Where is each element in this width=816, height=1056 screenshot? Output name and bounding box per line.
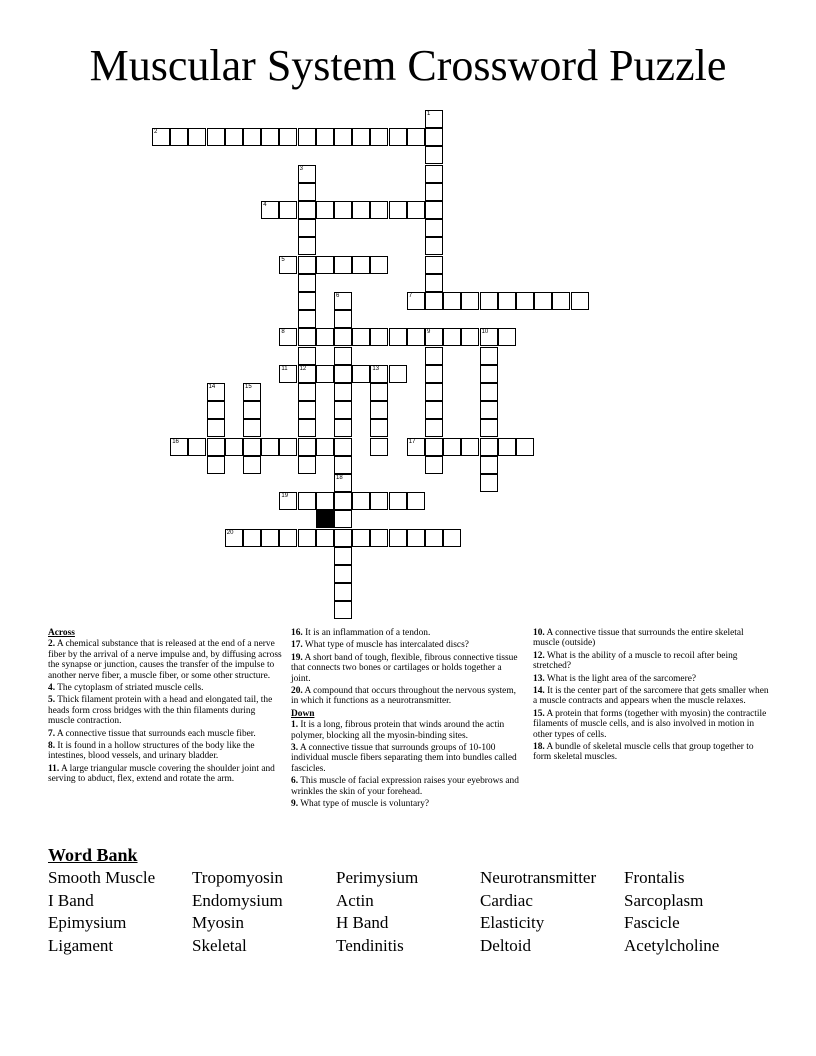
grid-cell[interactable] <box>243 456 261 474</box>
grid-cell[interactable] <box>352 256 370 274</box>
grid-cell[interactable] <box>261 128 279 146</box>
grid-cell[interactable] <box>480 419 498 437</box>
grid-cell[interactable] <box>334 365 352 383</box>
word-bank-item: Skeletal <box>192 936 247 956</box>
word-bank-item: Actin <box>336 890 374 910</box>
grid-cell[interactable] <box>207 438 225 456</box>
clue-text: A compound that occurs throughout the nervous system, in which it functions as a neurotransmitter. <box>291 686 516 707</box>
clue-item <box>291 743 523 774</box>
clue-text: A connective tissue that surrounds each muscle fiber. <box>55 728 256 739</box>
grid-cell[interactable] <box>352 328 370 346</box>
clue-number-label: 20. <box>291 686 303 697</box>
word-bank-item: Endomysium <box>192 890 283 910</box>
grid-cell[interactable] <box>407 128 425 146</box>
grid-cell[interactable] <box>370 328 388 346</box>
clue-item <box>48 639 284 681</box>
word-bank-item: Neurotransmitter <box>480 868 597 887</box>
grid-cell[interactable] <box>188 128 206 146</box>
grid-cell[interactable] <box>334 529 352 547</box>
grid-cell[interactable] <box>425 256 443 274</box>
grid-cell[interactable] <box>407 438 425 456</box>
grid-cell[interactable] <box>279 256 297 274</box>
clue-number-label: 1. <box>291 720 299 731</box>
grid-cell[interactable] <box>334 310 352 328</box>
clue-number-label: 9. <box>291 799 299 810</box>
clue-item <box>291 653 523 684</box>
clue-text: It is an inflammation of a tendon. <box>302 628 431 638</box>
grid-cell[interactable] <box>370 438 388 456</box>
grid-cell[interactable] <box>352 201 370 219</box>
grid-cell[interactable] <box>425 456 443 474</box>
clue-item <box>48 741 284 762</box>
grid-cell[interactable] <box>316 128 334 146</box>
grid-cell[interactable] <box>152 128 170 146</box>
clue-number-label: 12. <box>533 650 545 661</box>
clue-number-label: 15. <box>533 708 545 719</box>
grid-cell[interactable] <box>425 128 443 146</box>
grid-cell[interactable] <box>316 328 334 346</box>
word-bank <box>48 867 788 958</box>
grid-cell[interactable] <box>443 529 461 547</box>
grid-cell[interactable] <box>261 201 279 219</box>
grid-cell[interactable] <box>298 310 316 328</box>
clue-text: A bundle of skeletal muscle cells that group together to form skeletal muscles. <box>533 742 754 763</box>
grid-cell[interactable] <box>552 292 570 310</box>
grid-cell[interactable] <box>243 128 261 146</box>
grid-cell[interactable] <box>425 274 443 292</box>
clue-number: 11 <box>281 365 288 372</box>
clue-number: 6 <box>336 293 340 299</box>
clue-item <box>291 799 523 809</box>
grid-cell[interactable] <box>352 529 370 547</box>
clue-number-label: 6. <box>291 776 299 787</box>
grid-cell[interactable] <box>516 292 534 310</box>
word-bank-item: Perimysium <box>336 868 419 887</box>
grid-cell[interactable] <box>298 201 316 219</box>
grid-cell[interactable] <box>225 128 243 146</box>
grid-cell[interactable] <box>389 201 407 219</box>
clue-text: What type of muscle has intercalated discs? <box>302 640 469 651</box>
grid-cell[interactable] <box>334 601 352 619</box>
word-bank-item: Smooth Muscle <box>48 868 156 887</box>
grid-cell[interactable] <box>207 401 225 419</box>
clue-text: What type of muscle is voluntary? <box>298 799 430 810</box>
clue-number-label: 14. <box>533 686 545 697</box>
grid-cell[interactable] <box>480 438 498 456</box>
grid-cell[interactable] <box>498 438 516 456</box>
grid-cell[interactable] <box>243 401 261 419</box>
grid-cell[interactable] <box>207 128 225 146</box>
grid-cell[interactable] <box>370 128 388 146</box>
grid-cell[interactable] <box>480 292 498 310</box>
grid-cell[interactable] <box>298 529 316 547</box>
grid-cell[interactable] <box>516 438 534 456</box>
across-header: Across <box>48 628 75 638</box>
grid-cell[interactable] <box>334 328 352 346</box>
clue-number: 1 <box>427 111 431 117</box>
clue-number: 20 <box>226 529 234 536</box>
clue-text: A connective tissue that surrounds the entire skeletal muscle (outside) <box>533 628 744 649</box>
clue-number-label: 2. <box>48 639 56 650</box>
grid-cell[interactable] <box>480 474 498 492</box>
clues-column-3 <box>533 628 769 765</box>
grid-cell[interactable] <box>334 583 352 601</box>
grid-cell[interactable] <box>298 438 316 456</box>
grid-cell[interactable] <box>279 328 297 346</box>
grid-cell[interactable] <box>279 529 297 547</box>
grid-cell[interactable] <box>480 383 498 401</box>
word-bank-item: Tendinitis <box>336 936 404 956</box>
grid-cell[interactable] <box>316 492 334 510</box>
clue-text: The cytoplasm of striated muscle cells. <box>55 683 204 694</box>
clue-number-label: 7. <box>48 728 56 739</box>
grid-cell[interactable] <box>316 438 334 456</box>
grid-cell[interactable] <box>498 328 516 346</box>
clue-item <box>291 720 523 741</box>
grid-cell[interactable] <box>480 401 498 419</box>
clue-text: This muscle of facial expression raises your eyebrows and wrinkles the skin of your forehead. <box>291 776 519 797</box>
grid-cell[interactable] <box>316 256 334 274</box>
grid-cell[interactable] <box>298 183 316 201</box>
grid-cell[interactable] <box>279 438 297 456</box>
word-bank-item: H Band <box>336 913 389 933</box>
grid-cell[interactable] <box>425 183 443 201</box>
clue-number: 10 <box>481 329 489 336</box>
clue-number-label: 13. <box>533 673 545 684</box>
clue-text: It is a long, fibrous protein that winds around the actin polymer, blocking all the myosin-binding sites. <box>291 720 505 741</box>
grid-cell[interactable] <box>334 438 352 456</box>
grid-cell[interactable] <box>334 565 352 583</box>
grid-cell[interactable] <box>425 529 443 547</box>
page-title: Muscular System Crossword Puzzle <box>89 41 727 90</box>
clue-item <box>48 695 284 726</box>
grid-cell[interactable] <box>298 165 316 183</box>
clue-number-label: 17. <box>291 640 303 651</box>
word-bank-item: I Band <box>48 890 94 910</box>
grid-cell[interactable] <box>480 347 498 365</box>
clue-number: 19 <box>281 493 289 500</box>
clue-number-label: 11. <box>48 763 60 774</box>
grid-cell[interactable] <box>407 201 425 219</box>
clue-text: Thick filament protein with a head and elongated tail, the heads form cross bridges with the thin filaments during muscle contraction. <box>48 695 273 727</box>
grid-cell[interactable] <box>298 292 316 310</box>
clue-number: 15 <box>245 384 252 390</box>
clue-item <box>291 686 523 707</box>
grid-cell[interactable] <box>334 383 352 401</box>
word-bank-item: Ligament <box>48 936 114 956</box>
word-bank-item: Sarcoplasm <box>624 890 704 910</box>
grid-cell[interactable] <box>225 438 243 456</box>
clue-number: 16 <box>172 438 179 445</box>
grid-cell[interactable] <box>461 438 479 456</box>
black-cell <box>316 510 334 528</box>
grid-cell[interactable] <box>352 492 370 510</box>
clue-item <box>291 628 523 638</box>
grid-cell[interactable] <box>407 492 425 510</box>
grid-cell[interactable] <box>298 365 316 383</box>
clue-number: 17 <box>408 438 416 445</box>
word-bank-item: Acetylcholine <box>624 936 720 956</box>
word-bank-title: Word Bank <box>48 845 138 865</box>
grid-cell[interactable] <box>534 292 552 310</box>
grid-cell[interactable] <box>298 256 316 274</box>
clue-number: 9 <box>427 329 431 336</box>
clue-number: 3 <box>299 165 303 172</box>
grid-cell[interactable] <box>334 401 352 419</box>
grid-cell[interactable] <box>425 146 443 164</box>
clue-number-label: 18. <box>533 742 545 753</box>
grid-cell[interactable] <box>407 328 425 346</box>
word-bank-item: Fascicle <box>624 913 680 933</box>
down-header: Down <box>291 708 315 719</box>
grid-cell[interactable] <box>243 419 261 437</box>
clue-item <box>48 683 284 693</box>
grid-cell[interactable] <box>370 419 388 437</box>
grid-cell[interactable] <box>298 492 316 510</box>
grid-cell[interactable] <box>261 529 279 547</box>
grid-cell[interactable] <box>334 474 352 492</box>
grid-cell[interactable] <box>334 419 352 437</box>
grid-cell[interactable] <box>188 438 206 456</box>
word-bank-item: Elasticity <box>480 913 545 933</box>
clue-number: 14 <box>208 384 216 390</box>
grid-cell[interactable] <box>425 165 443 183</box>
grid-cell[interactable] <box>225 529 243 547</box>
clue-item <box>533 709 769 740</box>
clue-text: It is found in a hollow structures of the body like the intestines, blood vessels, and urinary bladder. <box>48 741 255 762</box>
grid-cell[interactable] <box>170 128 188 146</box>
grid-cell[interactable] <box>298 219 316 237</box>
clue-number-label: 3. <box>291 743 299 754</box>
grid-cell[interactable] <box>261 438 279 456</box>
clue-item <box>533 674 769 684</box>
word-bank-item: Myosin <box>192 913 244 933</box>
grid-cell[interactable] <box>461 328 479 346</box>
grid-cell[interactable] <box>370 383 388 401</box>
clue-number-label: 10. <box>533 628 545 638</box>
grid-cell[interactable] <box>571 292 589 310</box>
clue-number: 5 <box>281 256 285 263</box>
word-bank-item: Deltoid <box>480 936 531 956</box>
grid-cell[interactable] <box>298 383 316 401</box>
clue-item <box>533 742 769 763</box>
grid-cell[interactable] <box>425 110 443 128</box>
clue-number-label: 4. <box>48 683 56 694</box>
grid-cell[interactable] <box>425 347 443 365</box>
grid-cell[interactable] <box>389 328 407 346</box>
clues-column-2 <box>291 628 523 812</box>
grid-cell[interactable] <box>389 492 407 510</box>
grid-cell[interactable] <box>279 128 297 146</box>
grid-cell[interactable] <box>334 256 352 274</box>
grid-cell[interactable] <box>279 365 297 383</box>
grid-cell[interactable] <box>352 128 370 146</box>
grid-cell[interactable] <box>425 438 443 456</box>
grid-cell[interactable] <box>425 201 443 219</box>
clue-number: 8 <box>281 329 285 336</box>
grid-cell[interactable] <box>334 456 352 474</box>
grid-cell[interactable] <box>407 529 425 547</box>
grid-cell[interactable] <box>425 401 443 419</box>
grid-cell[interactable] <box>334 128 352 146</box>
grid-cell[interactable] <box>425 237 443 255</box>
grid-cell[interactable] <box>207 456 225 474</box>
grid-cell[interactable] <box>334 492 352 510</box>
grid-cell[interactable] <box>352 365 370 383</box>
grid-cell[interactable] <box>334 547 352 565</box>
word-bank-item: Cardiac <box>480 890 533 910</box>
clue-item <box>291 640 523 650</box>
grid-cell[interactable] <box>370 401 388 419</box>
word-bank-item: Tropomyosin <box>192 868 284 887</box>
grid-cell[interactable] <box>370 492 388 510</box>
clue-item <box>48 764 284 785</box>
grid-cell[interactable] <box>389 128 407 146</box>
grid-cell[interactable] <box>298 328 316 346</box>
grid-cell[interactable] <box>443 292 461 310</box>
clue-text: It is the center part of the sarcomere that gets smaller when a muscle contracts and appears when the muscle relaxes. <box>533 686 769 707</box>
grid-cell[interactable] <box>298 401 316 419</box>
grid-cell[interactable] <box>425 328 443 346</box>
grid-cell[interactable] <box>498 292 516 310</box>
word-bank-item: Epimysium <box>48 913 127 933</box>
grid-cell[interactable] <box>298 456 316 474</box>
grid-cell[interactable] <box>480 328 498 346</box>
grid-cell[interactable] <box>243 438 261 456</box>
clue-number-label: 16. <box>291 628 303 638</box>
clue-number: 2 <box>154 129 158 136</box>
grid-cell[interactable] <box>298 347 316 365</box>
clue-item <box>533 651 769 672</box>
clue-item <box>533 628 769 649</box>
clue-number-label: 5. <box>48 695 56 706</box>
grid-cell[interactable] <box>243 529 261 547</box>
grid-cell[interactable] <box>407 292 425 310</box>
grid-cell[interactable] <box>425 292 443 310</box>
clue-text: A protein that forms (together with myosin) the contractile filaments of muscle cells, and is also involved in motion in other types of cells. <box>533 708 767 740</box>
grid-cell[interactable] <box>316 201 334 219</box>
clue-number: 18 <box>336 475 343 481</box>
clue-number: 4 <box>263 202 267 208</box>
clue-item <box>533 686 769 707</box>
clue-number-label: 19. <box>291 652 303 663</box>
grid-cell[interactable] <box>389 529 407 547</box>
grid-cell[interactable] <box>461 292 479 310</box>
grid-cell[interactable] <box>370 365 388 383</box>
grid-cell[interactable] <box>425 419 443 437</box>
grid-cell[interactable] <box>279 201 297 219</box>
clue-text: What is the light area of the sarcomere? <box>544 673 697 684</box>
grid-cell[interactable] <box>480 456 498 474</box>
grid-cell[interactable] <box>370 529 388 547</box>
grid-cell[interactable] <box>425 383 443 401</box>
grid-cell[interactable] <box>207 419 225 437</box>
grid-cell[interactable] <box>334 292 352 310</box>
grid-cell[interactable] <box>298 237 316 255</box>
grid-cell[interactable] <box>443 438 461 456</box>
clue-number-label: 8. <box>48 741 56 752</box>
clue-number: 13 <box>372 365 380 372</box>
word-bank-item: Frontalis <box>624 868 685 887</box>
grid-cell[interactable] <box>370 201 388 219</box>
clues-column-1 <box>48 628 284 787</box>
clue-item <box>48 729 284 739</box>
clue-number: 7 <box>408 293 413 299</box>
grid-cell[interactable] <box>443 328 461 346</box>
grid-cell[interactable] <box>298 274 316 292</box>
grid-cell[interactable] <box>298 128 316 146</box>
grid-cell[interactable] <box>334 510 352 528</box>
clue-text: A chemical substance that is released at the end of a nerve fiber by the arrival of a nerve impulse and, by diffusing across the synapse or junction, causes the transfer of the impulse to another nerve fiber, a muscle fiber, or some other structure. <box>48 639 282 681</box>
clue-item <box>291 776 523 797</box>
grid-cell[interactable] <box>370 256 388 274</box>
grid-cell[interactable] <box>425 365 443 383</box>
clue-number: 12 <box>299 365 307 372</box>
clue-text: A short band of tough, flexible, fibrous connective tissue that connects two bones or cartilages or holds together a joint. <box>291 652 518 684</box>
grid-cell[interactable] <box>334 201 352 219</box>
grid-cell[interactable] <box>316 365 334 383</box>
grid-cell[interactable] <box>316 529 334 547</box>
grid-cell[interactable] <box>207 383 225 401</box>
grid-cell[interactable] <box>334 347 352 365</box>
grid-cell[interactable] <box>243 383 261 401</box>
grid-cell[interactable] <box>480 365 498 383</box>
clue-text: What is the ability of a muscle to recoil after being stretched? <box>533 650 738 672</box>
clue-text: A large triangular muscle covering the shoulder joint and serving to abduct, flex, extend and rotate the arm. <box>48 763 275 785</box>
clue-text: A connective tissue that surrounds groups of 10-100 individual muscle fibers separating them into bundles called fascicles. <box>291 743 517 774</box>
grid-cell[interactable] <box>425 219 443 237</box>
grid-cell[interactable] <box>389 365 407 383</box>
grid-cell[interactable] <box>279 492 297 510</box>
grid-cell[interactable] <box>298 419 316 437</box>
grid-cell[interactable] <box>170 438 188 456</box>
